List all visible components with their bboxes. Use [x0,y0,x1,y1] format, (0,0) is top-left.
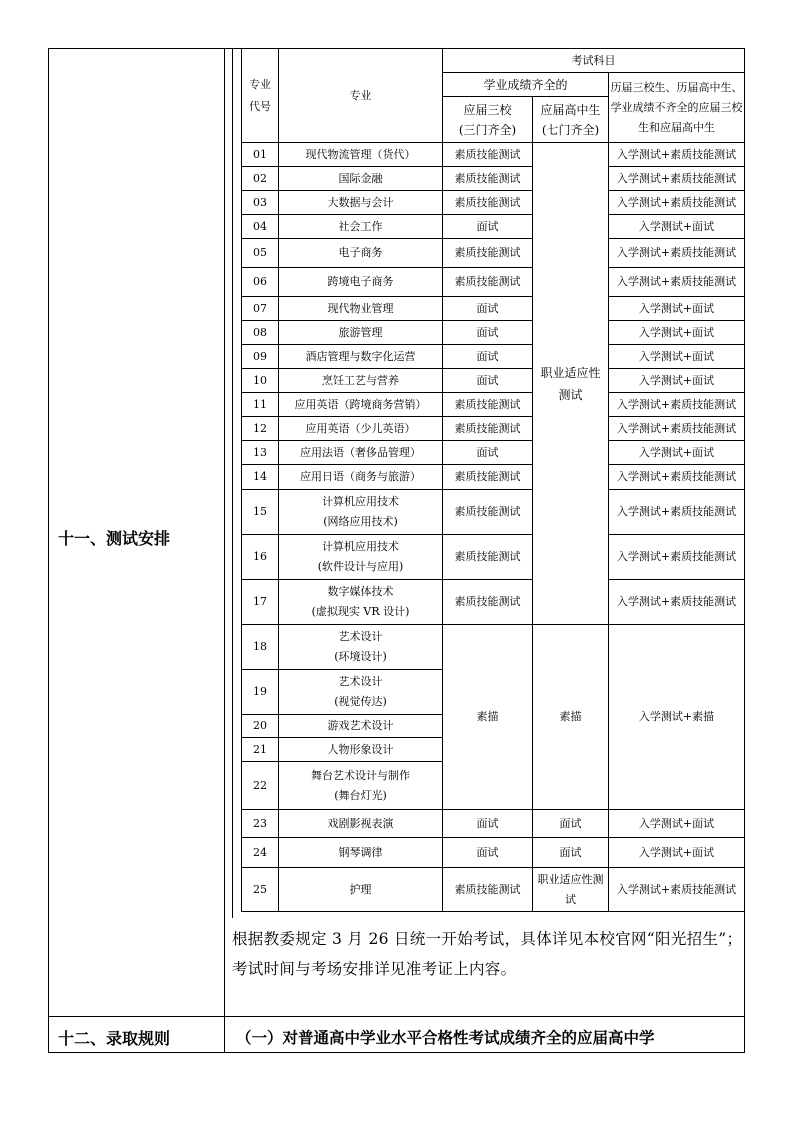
row-major: 舞台艺术设计与制作 (舞台灯光) [279,762,443,810]
table-row [242,239,745,268]
row-code: 04 [242,215,279,239]
section-separator [48,1016,745,1017]
row-exam-b: 面试 [533,810,609,838]
row-code: 16 [242,535,279,580]
admission-rule-1: （一）对普通高中学业水平合格性考试成绩齐全的应届高中学 [236,1029,655,1047]
table-row [242,191,745,215]
row-exam-c: 入学测试+素质技能测试 [609,167,745,191]
merged-art-c: 入学测试+素描 [609,625,745,810]
row-exam-a: 面试 [443,369,533,393]
header-code: 专业代号 [242,49,279,143]
row-exam-a: 素质技能测试 [443,143,533,167]
header-gaozhong: 应届高中生 (七门齐全) [533,97,609,143]
row-exam-a: 面试 [443,215,533,239]
row-major: 应用英语（跨境商务营销） [279,393,443,417]
row-exam-a: 面试 [443,838,533,868]
row-code: 23 [242,810,279,838]
row-major: 烹饪工艺与营养 [279,369,443,393]
header-sanxiao: 应届三校 (三门齐全) [443,97,533,143]
row-major: 计算机应用技术 (软件设计与应用) [279,535,443,580]
row-code: 24 [242,838,279,868]
row-code: 13 [242,441,279,465]
row-major: 跨境电子商务 [279,268,443,297]
row-major: 电子商务 [279,239,443,268]
row-major: 应用法语（奢侈品管理） [279,441,443,465]
row-code: 20 [242,715,279,738]
row-code: 21 [242,738,279,762]
row-code: 14 [242,465,279,490]
header-complete: 学业成绩齐全的 [443,73,609,97]
row-major: 艺术设计 (视觉传达) [279,670,443,715]
row-exam-a: 素质技能测试 [443,268,533,297]
row-major: 现代物业管理 [279,297,443,321]
row-exam-a: 素质技能测试 [443,465,533,490]
table-row [242,868,745,912]
row-major: 国际金融 [279,167,443,191]
table-row [242,535,745,580]
row-exam-c: 入学测试+素质技能测试 [609,191,745,215]
row-major: 应用英语（少儿英语） [279,417,443,441]
row-exam-c: 入学测试+面试 [609,321,745,345]
table-row [242,143,745,167]
row-code: 10 [242,369,279,393]
row-major: 现代物流管理（货代） [279,143,443,167]
table-row [242,417,745,441]
row-exam-a: 素质技能测试 [443,580,533,625]
row-exam-c: 入学测试+素质技能测试 [609,143,745,167]
table-row [242,465,745,490]
row-exam-c: 入学测试+素质技能测试 [609,580,745,625]
row-code: 15 [242,490,279,535]
row-exam-a: 面试 [443,321,533,345]
row-code: 07 [242,297,279,321]
row-code: 09 [242,345,279,369]
row-exam-a: 素质技能测试 [443,490,533,535]
row-major: 游戏艺术设计 [279,715,443,738]
row-exam-a: 面试 [443,297,533,321]
row-exam-c: 入学测试+面试 [609,838,745,868]
row-exam-c: 入学测试+面试 [609,297,745,321]
row-exam-c: 入学测试+面试 [609,345,745,369]
row-major: 社会工作 [279,215,443,239]
row-major: 应用日语（商务与旅游） [279,465,443,490]
row-exam-b: 面试 [533,838,609,868]
row-code: 08 [242,321,279,345]
table-row [242,321,745,345]
table-row [242,810,745,838]
row-exam-c: 入学测试+面试 [609,369,745,393]
frame-bottom-border [48,1052,745,1053]
table-row [242,268,745,297]
section-11-title: 十一、测试安排 [58,529,171,548]
row-exam-c: 入学测试+素质技能测试 [609,268,745,297]
row-major: 人物形象设计 [279,738,443,762]
table-row [242,625,745,670]
table-row [242,369,745,393]
row-exam-c: 入学测试+素质技能测试 [609,239,745,268]
row-exam-a: 素质技能测试 [443,191,533,215]
row-exam-c: 入学测试+素质技能测试 [609,868,745,912]
row-exam-c: 入学测试+面试 [609,215,745,239]
row-major: 酒店管理与数字化运营 [279,345,443,369]
frame-left-border [48,48,49,1053]
row-code: 06 [242,268,279,297]
row-code: 17 [242,580,279,625]
row-exam-a: 素质技能测试 [443,167,533,191]
merged-art-a: 素描 [443,625,533,810]
section-12-title: 十二、录取规则 [58,1029,171,1048]
row-major: 钢琴调律 [279,838,443,868]
row-code: 18 [242,625,279,670]
row-exam-c: 入学测试+素质技能测试 [609,393,745,417]
row-exam-c: 入学测试+素质技能测试 [609,490,745,535]
row-code: 12 [242,417,279,441]
row-exam-a: 面试 [443,345,533,369]
row-major: 护理 [279,868,443,912]
table-row [242,490,745,535]
row-exam-c: 入学测试+素质技能测试 [609,417,745,441]
row-exam-c: 入学测试+素质技能测试 [609,465,745,490]
row-major: 计算机应用技术 (网络应用技术) [279,490,443,535]
row-code: 02 [242,167,279,191]
merged-art-b: 素描 [533,625,609,810]
row-major: 大数据与会计 [279,191,443,215]
row-exam-a: 面试 [443,810,533,838]
row-code: 22 [242,762,279,810]
row-code: 05 [242,239,279,268]
row-exam-a: 素质技能测试 [443,417,533,441]
row-major: 艺术设计 (环境设计) [279,625,443,670]
row-exam-a: 素质技能测试 [443,868,533,912]
frame-inner-divider [232,48,233,918]
table-row [242,441,745,465]
row-exam-a: 面试 [443,441,533,465]
row-exam-b: 职业适应性测试 [533,868,609,912]
frame-divider [224,48,225,1053]
header-subjects: 考试科目 [443,49,745,73]
table-row [242,393,745,417]
table-row [242,215,745,239]
row-code: 11 [242,393,279,417]
row-exam-c: 入学测试+面试 [609,810,745,838]
header-major: 专业 [279,49,443,143]
row-major: 数字媒体技术 (虚拟现实 VR 设计) [279,580,443,625]
row-major: 旅游管理 [279,321,443,345]
table-row [242,345,745,369]
row-code: 19 [242,670,279,715]
row-major: 戏剧影视表演 [279,810,443,838]
table-row [242,167,745,191]
row-code: 03 [242,191,279,215]
merged-vocational-test: 职业适应性测试 [533,143,609,625]
row-exam-c: 入学测试+素质技能测试 [609,535,745,580]
row-exam-a: 素质技能测试 [443,535,533,580]
exam-note: 根据教委规定 3 月 26 日统一开始考试，具体详见本校官网“阳光招生”；考试时间与考场安排详见准考证上内容。 [232,930,743,978]
header-other: 历届三校生、历届高中生、学业成绩不齐全的应届三校生和应届高中生 [609,73,745,143]
row-exam-a: 素质技能测试 [443,393,533,417]
table-row [242,838,745,868]
exam-subjects-table [241,48,745,912]
table-row [242,580,745,625]
row-exam-a: 素质技能测试 [443,239,533,268]
row-code: 01 [242,143,279,167]
row-exam-c: 入学测试+面试 [609,441,745,465]
row-code: 25 [242,868,279,912]
table-row [242,297,745,321]
